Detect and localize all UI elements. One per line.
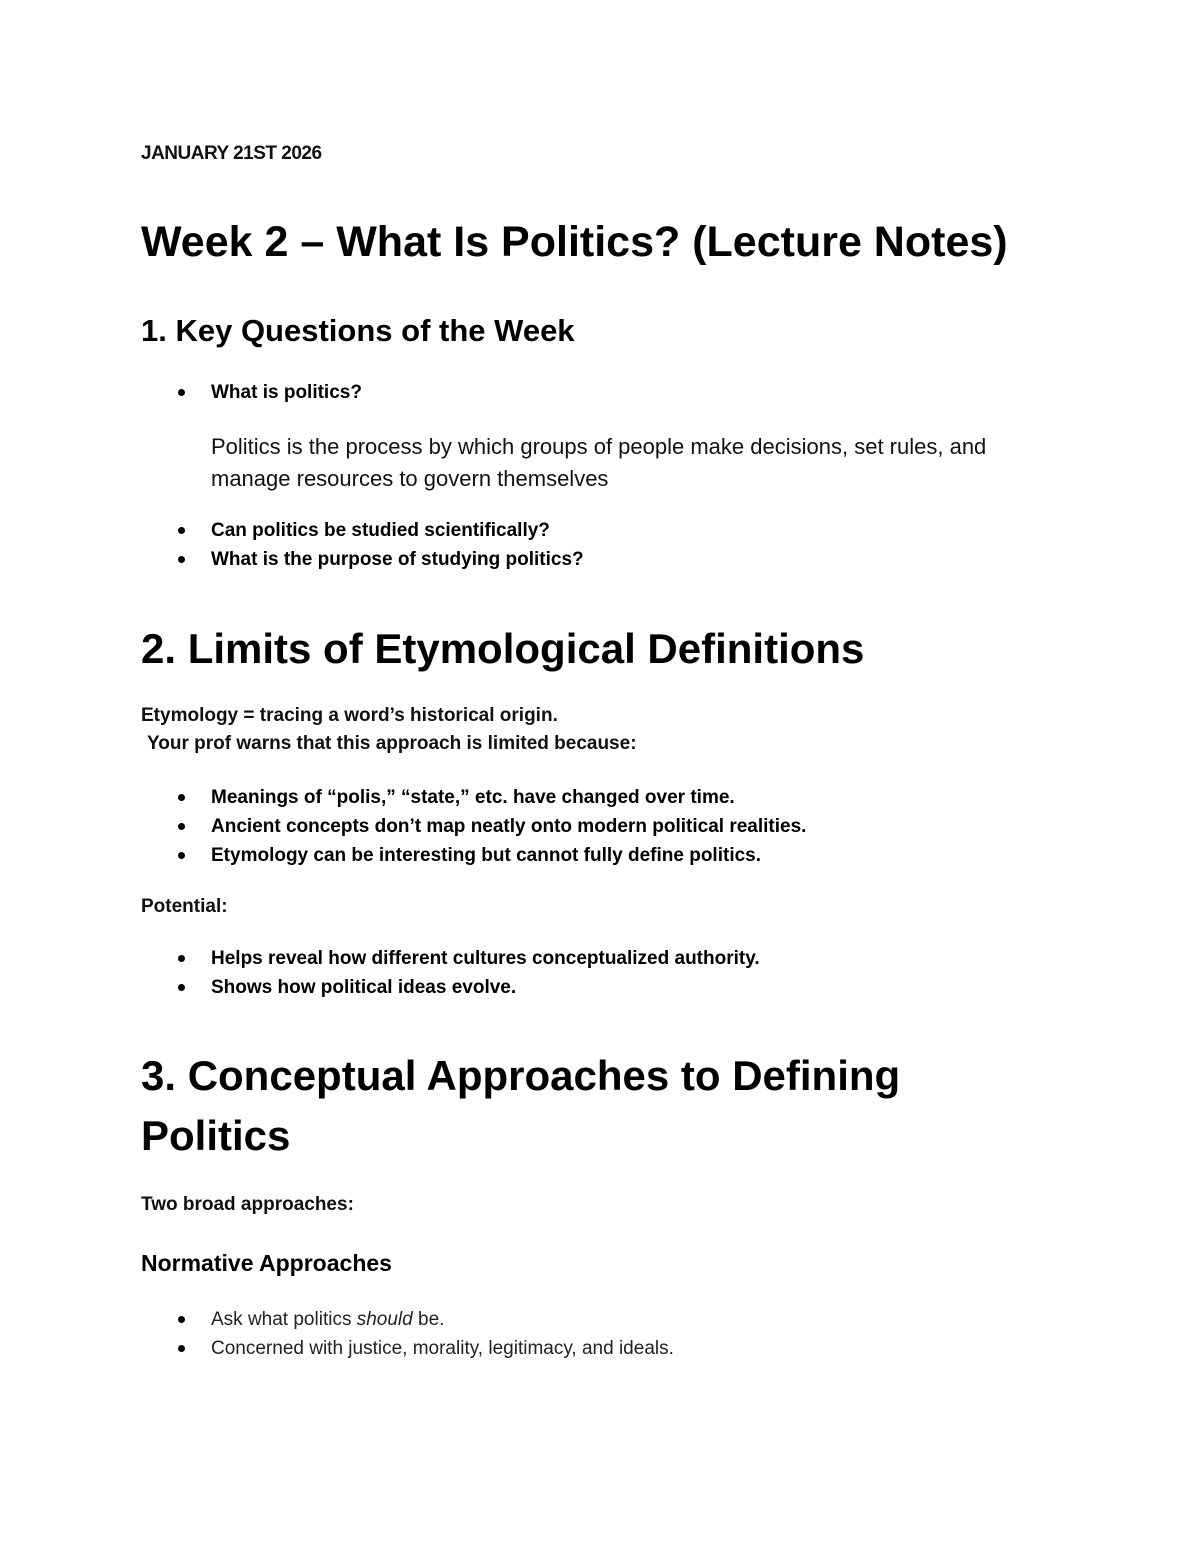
section-3-heading-line-1: 3. Conceptual Approaches to Defining xyxy=(141,1052,901,1099)
normative-text: Concerned with justice, morality, legitimacy, and ideals. xyxy=(211,1338,674,1359)
list-item xyxy=(176,1334,674,1363)
etymology-warning: Your prof warns that this approach is limited because: xyxy=(147,733,637,754)
potential-list xyxy=(176,944,760,1002)
limit-text: Meanings of “polis,” “state,” etc. have changed over time. xyxy=(211,787,735,808)
bullet-icon xyxy=(178,984,185,991)
list-item xyxy=(176,944,760,973)
bullet-icon xyxy=(178,823,185,830)
bullet-icon xyxy=(178,794,185,801)
limit-text: Ancient concepts don’t map neatly onto modern political realities. xyxy=(211,816,807,837)
normative-emphasis: should xyxy=(356,1309,413,1330)
list-item xyxy=(176,973,760,1002)
politics-definition: Politics is the process by which groups of people make decisions, set rules, and manage resources to govern themselves xyxy=(211,434,987,491)
key-question-text: What is politics? xyxy=(211,382,362,403)
key-question-list-1 xyxy=(176,378,362,407)
key-question-list-2 xyxy=(176,516,584,574)
key-question-text: Can politics be studied scientifically? xyxy=(211,520,550,541)
normative-approaches-list xyxy=(176,1305,674,1363)
potential-text: Helps reveal how different cultures conceptualized authority. xyxy=(211,948,760,969)
limit-text: Etymology can be interesting but cannot fully define politics. xyxy=(211,845,762,866)
list-item xyxy=(176,812,806,841)
section-1-heading: 1. Key Questions of the Week xyxy=(141,313,575,348)
etymology-limits-list xyxy=(176,783,806,870)
bullet-icon xyxy=(178,1316,185,1323)
normative-approaches-heading: Normative Approaches xyxy=(141,1250,392,1276)
normative-text-end: be. xyxy=(412,1309,445,1330)
bullet-icon xyxy=(178,955,185,962)
list-item xyxy=(176,545,584,574)
bullet-icon xyxy=(178,852,185,859)
section-2-heading: 2. Limits of Etymological Definitions xyxy=(141,625,865,672)
normative-text-start: Ask what politics xyxy=(211,1309,357,1330)
section-3-heading-line-2: Politics xyxy=(141,1112,291,1159)
potential-text: Shows how political ideas evolve. xyxy=(211,977,517,998)
list-item xyxy=(176,1305,674,1334)
list-item xyxy=(176,378,362,407)
bullet-icon xyxy=(178,1345,185,1352)
bullet-icon xyxy=(178,556,185,563)
etymology-definition: Etymology = tracing a word’s historical origin. xyxy=(141,705,558,726)
document-date: JANUARY 21ST 2026 xyxy=(141,143,322,164)
list-item xyxy=(176,783,806,812)
list-item xyxy=(176,516,584,545)
list-item xyxy=(176,841,806,870)
approaches-intro: Two broad approaches: xyxy=(141,1194,354,1215)
bullet-icon xyxy=(178,527,185,534)
key-question-text: What is the purpose of studying politics? xyxy=(211,549,584,570)
bullet-icon xyxy=(178,389,185,396)
potential-label: Potential: xyxy=(141,896,228,917)
document-title: Week 2 – What Is Politics? (Lecture Notes) xyxy=(141,218,1008,266)
